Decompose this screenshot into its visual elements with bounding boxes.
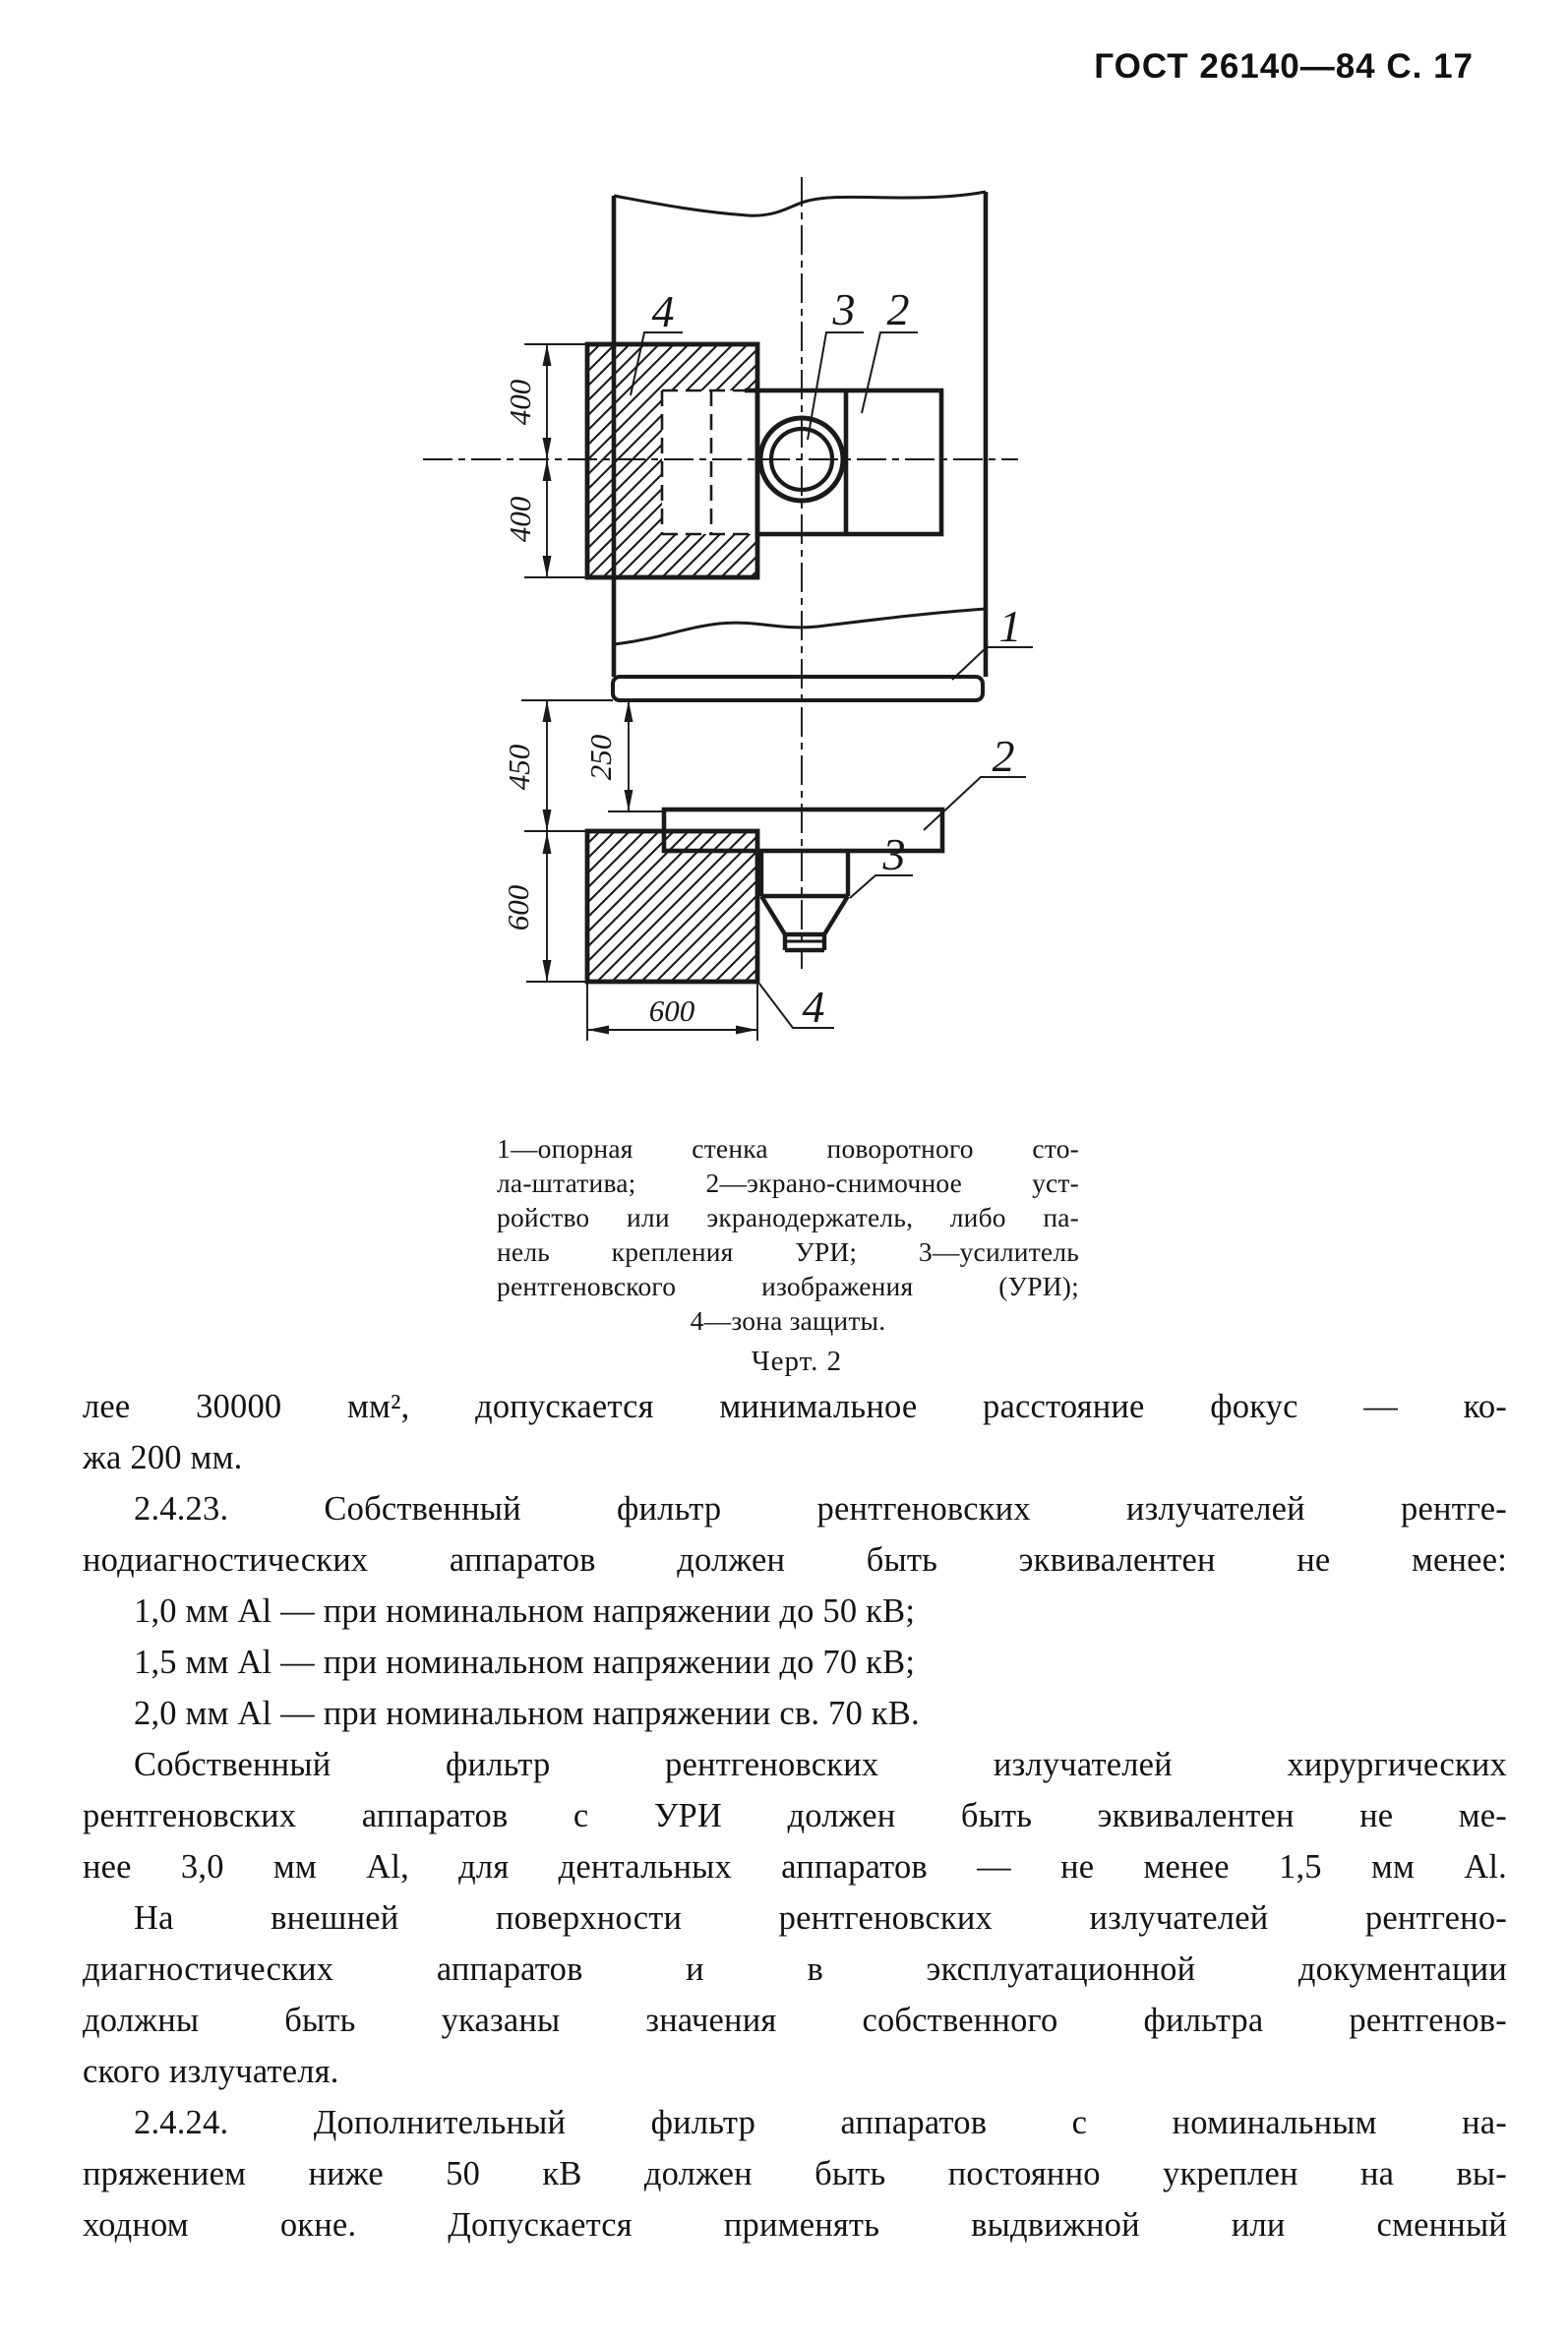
page-header: ГОСТ 26140—84 С. 17 [1094,47,1474,86]
body-line: пряжением ниже 50 кВ должен быть постоянно укреплен на вы- [83,2155,1507,2192]
body-line: 1,5 мм Al — при номинальном напряжении до 70 кВ; [134,1644,916,1681]
body-line: Собственный фильтр рентгеновских излучателей хирургических [134,1746,1507,1783]
part-label-1: 1 [998,601,1022,651]
part-label-2-bottom: 2 [992,731,1015,781]
body-text [83,1381,1507,2250]
figure-2-svg [413,126,1074,1062]
body-line: нее 3,0 мм Al, для дентальных аппаратов — не менее 1,5 мм Al. [83,1848,1507,1886]
dim-600-horizontal-text: 600 [648,993,695,1028]
hidden-device-contour [662,390,757,534]
body-line: рентгеновских аппаратов с УРИ должен быть эквивалентен не ме- [83,1797,1507,1834]
caption-line: ла-штатива; 2—экрано-снимочное уст- [497,1168,1079,1198]
part-label-4-bottom: 4 [802,982,825,1032]
part-label-4-top: 4 [651,286,675,336]
caption-line: рентгеновского изображения (УРИ); [497,1271,1079,1301]
protection-zone-upper-hatch [587,344,757,577]
body-line: 2.4.23. Собственный фильтр рентгеновских излучателей рентге- [134,1490,1507,1528]
caption-line: нель крепления УРИ; 3—усилитель [497,1236,1079,1267]
dim-450-text: 450 [502,744,536,791]
figure-caption [497,1131,1079,1338]
body-line: 2,0 мм Al — при номинальном напряжении св. 70 кВ. [134,1695,920,1732]
body-line: диагностических аппаратов и в эксплуатационной документации [83,1950,1507,1988]
body-line: ского излучателя. [83,2053,339,2090]
dim-600-vertical-text: 600 [501,884,535,931]
body-line: На внешней поверхности рентгеновских излучателей рентгено- [134,1899,1507,1937]
part-label-3-top: 3 [832,284,856,334]
caption-line: 1—опорная стенка поворотного сто- [497,1133,1079,1164]
part-label-2-top: 2 [886,284,910,334]
body-line: 2.4.24. Дополнительный фильтр аппаратов с номинальным на- [134,2104,1507,2141]
dim-400-bottom-text: 400 [503,496,537,543]
part-label-3-bottom: 3 [882,829,906,879]
dim-250-text: 250 [583,734,618,781]
figure-drawing [413,126,1074,1062]
body-line: жа 200 мм. [83,1439,243,1476]
body-line: должны быть указаны значения собственного фильтра рентгенов- [83,2002,1507,2039]
protection-zone-lower-hatch [587,831,757,982]
body-line: нодиагностических аппаратов должен быть эквивалентен не менее: [83,1541,1507,1579]
support-wall-panel [614,192,986,677]
body-line: ходном окне. Допускается применять выдвижной или сменный [83,2206,1507,2244]
intensifier-tube [761,851,848,950]
body-line: лее 30000 мм², допускается минимальное расстояние фокус — ко- [83,1388,1507,1425]
caption-line: ройство или экранодержатель, либо па- [497,1202,1079,1232]
figure-number: Черт. 2 [751,1346,843,1377]
caption-line: 4—зона защиты. [690,1305,886,1336]
body-line: 1,0 мм Al — при номинальном напряжении до 50 кВ; [134,1592,916,1630]
dim-400-top-text: 400 [503,379,537,426]
table-support-bar [613,677,983,700]
